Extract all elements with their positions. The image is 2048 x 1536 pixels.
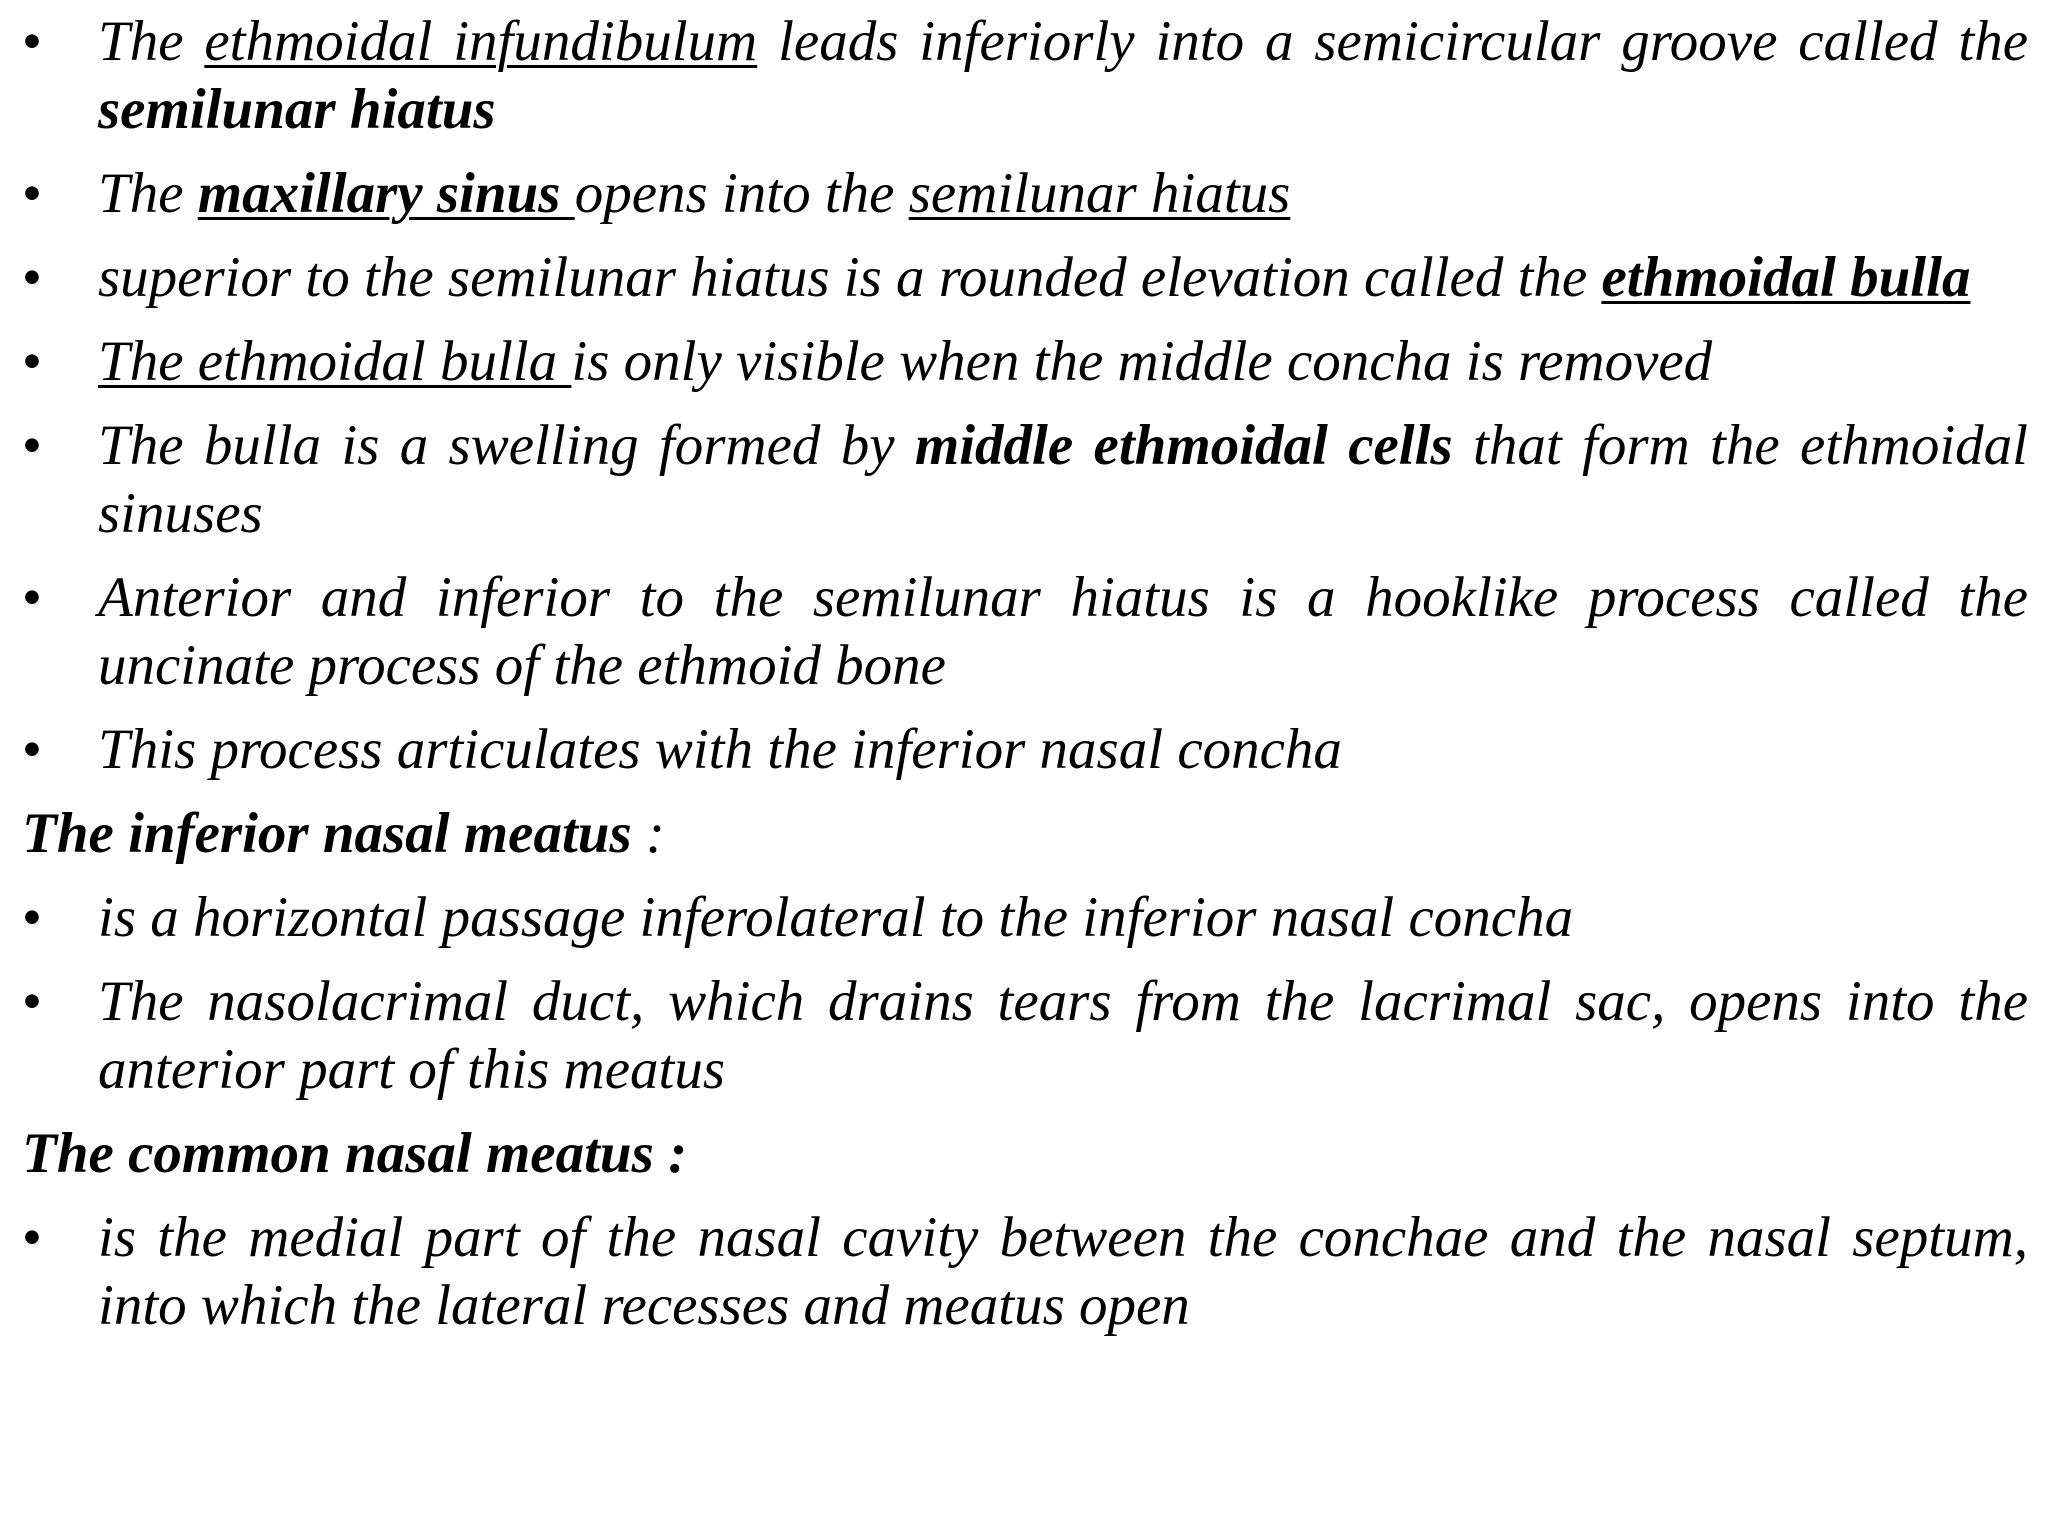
bullet-icon: • — [22, 970, 42, 1033]
heading-text: The inferior nasal meatus — [22, 802, 632, 865]
bullet-item — [22, 564, 2028, 700]
bullet-item — [22, 412, 2028, 548]
bullet-icon: • — [22, 10, 42, 73]
bullet-item — [22, 244, 2028, 312]
bullet-item — [22, 8, 2028, 144]
bold-term: middle ethmoidal cells — [914, 414, 1453, 477]
text-segment: Anterior and inferior to the semilunar hiatus is a hooklike process called the uncinate process of the ethmoid bone — [98, 566, 2028, 697]
bullet-item — [22, 716, 2028, 784]
text-segment: leads inferiorly into a semicircular groove called the — [757, 10, 2029, 73]
bullet-icon: • — [22, 886, 42, 949]
text-segment: opens into the — [574, 162, 909, 225]
bullet-item — [22, 160, 2028, 228]
text-segment: is only visible when the middle concha is removed — [571, 330, 1713, 393]
bullet-item — [22, 1204, 2028, 1340]
underlined-term: ethmoidal infundibulum — [204, 10, 758, 73]
text-segment: is a horizontal passage inferolateral to the inferior nasal concha — [98, 886, 1574, 949]
text-segment: superior to the semilunar hiatus is a rounded elevation called the — [98, 246, 1602, 309]
bullet-icon: • — [22, 1206, 42, 1269]
text-segment: The — [98, 162, 198, 225]
section-heading — [22, 1120, 2028, 1188]
bullet-item — [22, 328, 2028, 396]
section-heading — [22, 800, 2028, 868]
text-segment: that form the ethmoidal sinuses — [98, 414, 2029, 545]
text-segment: is the medial part of the nasal cavity between the conchae and the nasal septum, into which the lateral recesses and meatus open — [98, 1206, 2028, 1337]
heading-text: The common nasal meatus : — [22, 1122, 688, 1185]
bullet-icon: • — [22, 414, 42, 477]
bullet-item — [22, 968, 2028, 1104]
underlined-term: semilunar hiatus — [908, 162, 1291, 225]
text-segment: The — [98, 10, 205, 73]
text-segment: The nasolacrimal duct, which drains tears from the lacrimal sac, opens into the anterior part of this meatus — [98, 970, 2028, 1101]
bold-underlined-term: maxillary sinus — [197, 162, 575, 225]
heading-colon: : — [631, 802, 665, 865]
bullet-icon: • — [22, 246, 42, 309]
bullet-icon: • — [22, 162, 42, 225]
text-segment: The bulla is a swelling formed by — [98, 414, 915, 477]
underlined-term: The ethmoidal bulla — [98, 330, 572, 393]
bullet-icon: • — [22, 330, 42, 393]
bullet-icon: • — [22, 718, 42, 781]
bullet-icon: • — [22, 566, 42, 629]
bold-underlined-term: ethmoidal bulla — [1601, 246, 1971, 309]
bullet-item — [22, 884, 2028, 952]
bold-term: semilunar hiatus — [98, 78, 496, 141]
text-segment: This process articulates with the inferior nasal concha — [98, 718, 1342, 781]
